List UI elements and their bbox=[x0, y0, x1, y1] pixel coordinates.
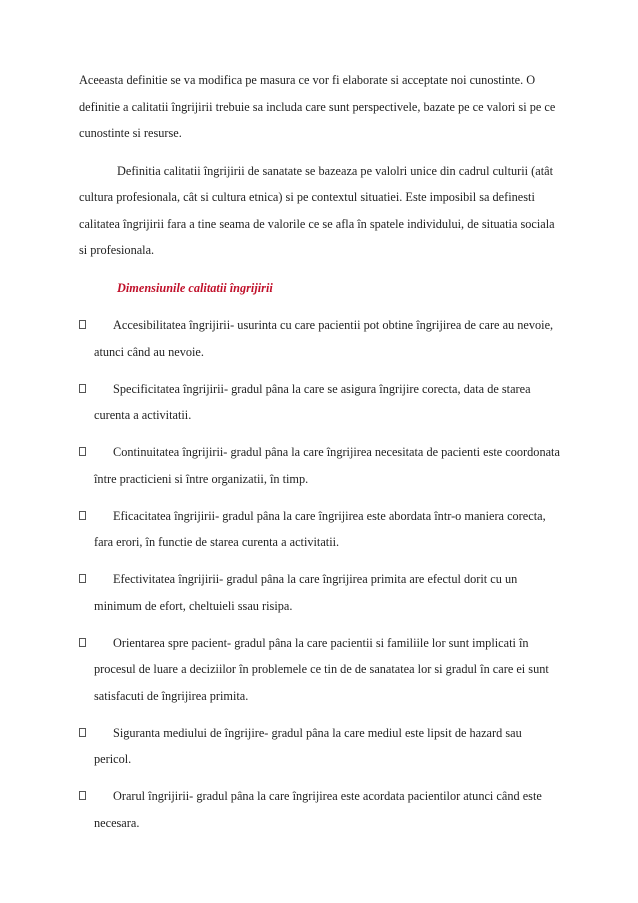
square-bullet-icon bbox=[79, 384, 86, 393]
list-item-text: Orientarea spre pacient- gradul pâna la care pacientii si familiile lor sunt implicati în procesul de luare a deciziilor în problemele ce tin de de sanatatea lor si gradul în care ei sunt satisfacuti de îngrijirea primita. bbox=[94, 635, 549, 703]
list-item bbox=[79, 439, 561, 492]
list-item bbox=[79, 376, 561, 429]
list-item bbox=[79, 783, 561, 836]
list-item-text: Siguranta mediului de îngrijire- gradul pâna la care mediul este lipsit de hazard sau pericol. bbox=[94, 725, 522, 766]
list-item bbox=[79, 503, 561, 556]
intro-paragraph-1: Aceeasta definitie se va modifica pe masura ce vor fi elaborate si acceptate noi cunostinte. O definitie a calitatii îngrijirii trebuie sa includa care sunt perspectivele, bazate pe ce valori si pe ce cunostinte si resurse. bbox=[79, 73, 556, 140]
list-item-text: Orarul îngrijirii- gradul pâna la care îngrijirea este acordata pacientilor atunci când este necesara. bbox=[94, 789, 542, 830]
document-page bbox=[79, 67, 561, 836]
list-item-text: Specificitatea îngrijirii- gradul pâna la care se asigura îngrijire corecta, data de starea curenta a activitatii. bbox=[94, 381, 531, 422]
list-item-text: Eficacitatea îngrijirii- gradul pâna la care îngrijirea este abordata într-o maniera corecta, fara erori, în functie de starea curenta a activitatii. bbox=[94, 508, 546, 549]
square-bullet-icon bbox=[79, 320, 86, 329]
square-bullet-icon bbox=[79, 574, 86, 583]
list-item-text: Continuitatea îngrijirii- gradul pâna la care îngrijirea necesitata de pacienti este coordonata între practicieni si între organizatii, în timp. bbox=[94, 445, 560, 486]
list-item-text: Accesibilitatea îngrijirii- usurinta cu care pacientii pot obtine îngrijirea de care au nevoie, atunci când au nevoie. bbox=[94, 318, 554, 359]
list-item bbox=[79, 312, 561, 365]
square-bullet-icon bbox=[79, 447, 86, 456]
dimensions-list bbox=[79, 312, 561, 836]
list-item bbox=[79, 630, 561, 710]
list-item bbox=[79, 566, 561, 619]
square-bullet-icon bbox=[79, 511, 86, 520]
square-bullet-icon bbox=[79, 638, 86, 647]
square-bullet-icon bbox=[79, 791, 86, 800]
list-item bbox=[79, 720, 561, 773]
intro-paragraph-2: Definitia calitatii îngrijirii de sanatate se bazeaza pe valolri unice din cadrul culturii (atât cultura profesionala, cât si cultura etnica) si pe contextul situatiei. Este imposibil sa definesti calitatea îngrijirii fara a tine seama de valorile ce se afla în spatele individului, de situatia sociala si profesionala. bbox=[79, 163, 555, 257]
square-bullet-icon bbox=[79, 728, 86, 737]
list-item-text: Efectivitatea îngrijirii- gradul pâna la care îngrijirea primita are efectul dorit cu un minimum de efort, cheltuieli ssau risipa. bbox=[94, 572, 518, 613]
section-heading: Dimensiunile calitatii îngrijirii bbox=[117, 280, 273, 295]
